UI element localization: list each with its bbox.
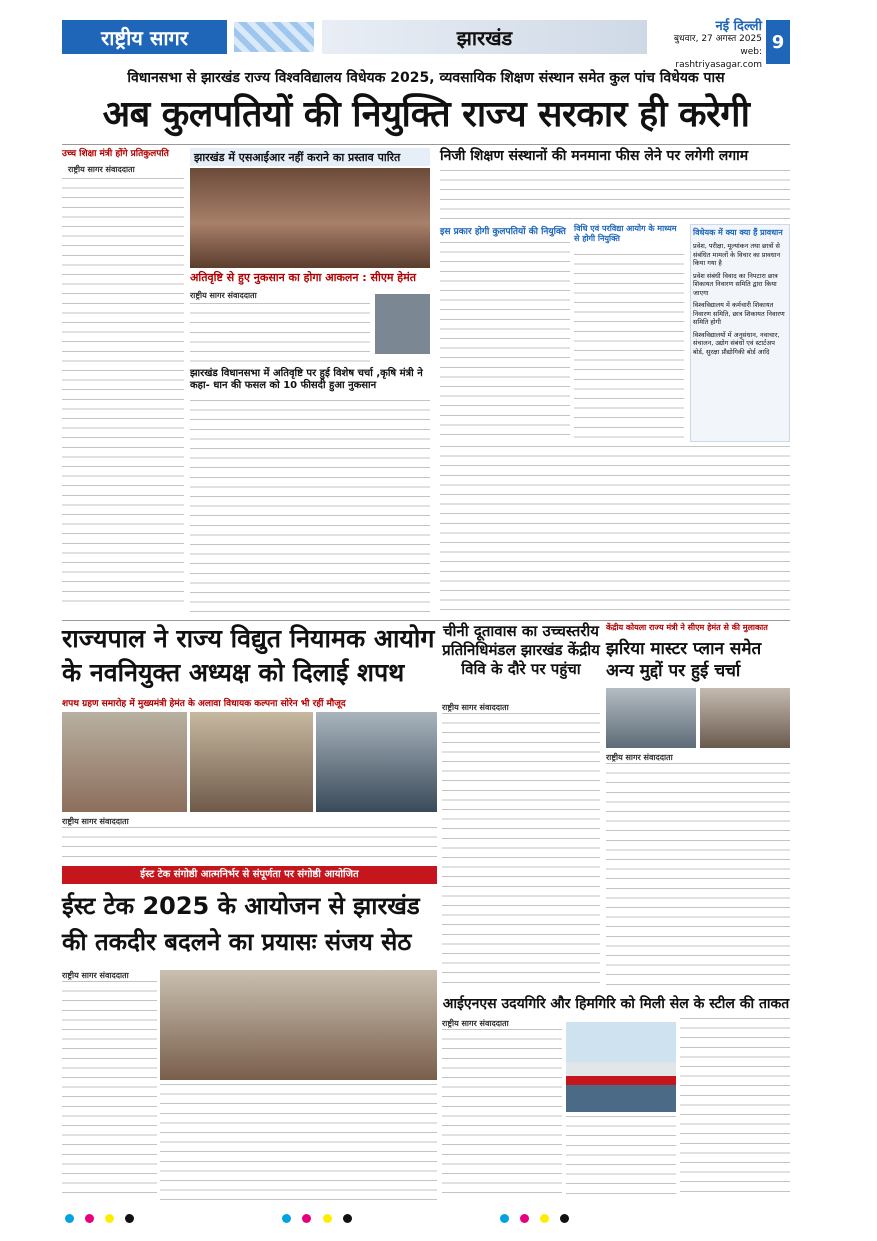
drought-byline: राष्ट्रीय सागर संवाददाता — [190, 291, 257, 300]
lead-kicker: विधानसभा से झारखंड राज्य विश्वविद्यालय विधेयक 2025, व्यवसायिक शिक्षण संस्थान समेत कुल पांच विधेयक पास — [127, 70, 725, 86]
governor-byline: राष्ट्रीय सागर संवाददाता — [62, 817, 129, 826]
china-headline: चीनी दूतावास का उच्चस्तरीय प्रतिनिधिमंडल झारखंड केंद्रीय विवि के दौरे पर पहुंचा — [442, 622, 600, 678]
assembly-photo — [190, 168, 430, 268]
governor-subhead: शपथ ग्रहण समारोह में मुख्यमंत्री हेमंत के अलावा विधायक कल्पना सोरेन भी रहीं मौजूद — [62, 699, 346, 709]
tech-body-text-2 — [160, 1084, 437, 1200]
china-body-text — [442, 713, 600, 988]
lead-byline: राष्ट्रीय सागर संवाददाता — [68, 165, 135, 174]
steel-body-text-2 — [566, 1116, 676, 1200]
section-name: झारखंड — [322, 20, 647, 54]
decorative-pattern — [234, 22, 314, 52]
provisions-list — [691, 240, 789, 358]
color-dot — [500, 1214, 509, 1223]
governor-headline: राज्यपाल ने राज्य विद्युत नियामक आयोग के नवनियुक्त अध्यक्ष को दिलाई शपथ — [62, 624, 435, 687]
footer-color-bar — [62, 1210, 790, 1224]
color-dot — [105, 1214, 114, 1223]
provision-item: प्रवेश, परीक्षा, मूल्यांकन तथा छात्रों से संबंधित मामलों के विचार का प्रावधान किया गया है — [693, 242, 781, 267]
steel-body-text-3 — [680, 1018, 790, 1200]
tech-headline: ईस्ट टेक 2025 के आयोजन से झारखंड की तकदीर बदलने का प्रयासः संजय सेठ — [62, 892, 420, 956]
drought-story — [190, 290, 430, 366]
date: बुधवार, 27 अगस्त 2025 — [673, 34, 762, 44]
box1-text — [440, 242, 570, 442]
page-number: 9 — [766, 20, 790, 64]
jharia-byline: राष्ट्रीय सागर संवाददाता — [606, 753, 673, 762]
jharia-body — [606, 752, 790, 992]
divider — [62, 144, 790, 145]
color-dot — [282, 1214, 291, 1223]
fees-body-text — [440, 170, 790, 222]
paper-name: राष्ट्रीय सागर — [62, 20, 227, 54]
jharia-body-text — [606, 763, 790, 988]
china-byline: राष्ट्रीय सागर संवाददाता — [442, 703, 509, 712]
steel-headline: आईएनएस उदयगिरि और हिमगिरि को मिली सेल के स्टील की ताकत — [442, 996, 790, 1012]
lead-subhead: उच्च शिक्षा मंत्री होंगे प्रतिकुलपति — [62, 149, 169, 159]
china-body — [442, 702, 600, 992]
color-dot — [540, 1214, 549, 1223]
city: नई दिल्ली — [715, 19, 762, 34]
website: web: rashtriyasagar.com — [675, 47, 762, 70]
color-dot — [343, 1214, 352, 1223]
color-dot — [560, 1214, 569, 1223]
lead-body-text — [62, 178, 184, 608]
governor-body — [62, 816, 437, 864]
provision-item: विश्वविद्यालय में कर्मचारी शिकायत निवारण समिति, छात्र शिकायत निवारण समिति होगी — [693, 301, 785, 326]
steel-body — [442, 1018, 562, 1200]
lead-headline: अब कुलपतियों की नियुक्ति राज्य सरकार ही करेगी — [102, 94, 750, 135]
governor-body-text — [62, 827, 437, 865]
oath-photo-3 — [316, 712, 437, 812]
box1-title: इस प्रकार होगी कुलपतियों की नियुक्ति — [440, 227, 566, 237]
drought-body-text — [190, 303, 370, 367]
warship-photo — [566, 1022, 676, 1112]
tech-photo — [160, 970, 437, 1080]
fees-headline: निजी शिक्षण संस्थानों की मनमाना फीस लेने पर लगेगी लगाम — [440, 148, 749, 164]
jharia-photo-2 — [700, 688, 790, 748]
masthead-info — [652, 19, 762, 70]
box3-title: विधेयक में क्या क्या हैं प्रावधान — [693, 228, 783, 237]
divider — [62, 620, 790, 621]
jharia-kicker: केंद्रीय कोयला राज्य मंत्री ने सीएम हेमंत से की मुलाकात — [606, 623, 768, 632]
fees-continued-text — [440, 446, 790, 616]
color-dot — [302, 1214, 311, 1223]
color-dot — [65, 1214, 74, 1223]
box2-title: विधि एवं परविद्या आयोग के माध्यम से होगी नियुक्ति — [574, 224, 677, 243]
color-dot — [125, 1214, 134, 1223]
rain-headline: झारखंड विधानसभा में अतिवृष्टि पर हुई विशेष चर्चा ,कृषि मंत्री ने कहा- धान की फसल को 10 फीसदी हुआ नुकसान — [190, 368, 423, 391]
jharia-photo-1 — [606, 688, 696, 748]
provision-item: प्रवेश संबंधी विवाद का निपटारा छात्र शिकायत निवारण समिति द्वारा किया जाएगा — [693, 271, 778, 297]
color-dot — [520, 1214, 529, 1223]
provisions-box — [690, 224, 790, 442]
tech-body-text — [62, 981, 157, 1196]
tech-kicker: ईस्ट टेक संगोष्ठी आत्मनिर्भर से संपूर्णता पर संगोष्ठी आयोजित — [62, 866, 437, 884]
oath-photo-1 — [62, 712, 187, 812]
box2-text — [574, 254, 684, 442]
color-dot — [323, 1214, 332, 1223]
tech-byline: राष्ट्रीय सागर संवाददाता — [62, 971, 129, 980]
masthead — [62, 19, 790, 70]
provision-item: विश्वविद्यालयों में अनुसंधान, नवाचार, संचालन, उद्योग संबंधों एवं स्टार्टअप बोर्ड, सुरक्षा प्रौद्योगिकी बोर्ड आदि — [693, 330, 780, 356]
sir-headline: झारखंड में एसआईआर नहीं कराने का प्रस्ताव पारित — [190, 148, 430, 166]
color-dot — [85, 1214, 94, 1223]
rain-body-text — [190, 400, 430, 615]
oath-photo-2 — [190, 712, 313, 812]
drought-headline: अतिवृष्टि से हुए नुकसान का होगा आकलन : सीएम हेमंत — [190, 271, 416, 284]
cm-photo — [375, 294, 430, 354]
tech-body — [62, 970, 157, 1200]
steel-byline: राष्ट्रीय सागर संवाददाता — [442, 1019, 509, 1028]
jharia-headline: झरिया मास्टर प्लान समेत अन्य मुद्दों पर हुई चर्चा — [606, 639, 762, 681]
steel-body-text — [442, 1029, 562, 1197]
lead-story-column — [62, 148, 184, 618]
